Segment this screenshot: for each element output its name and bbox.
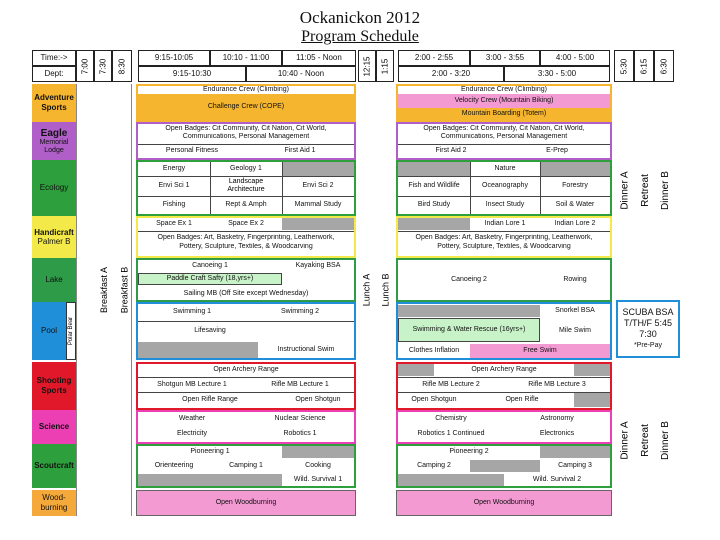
am-scout-empty-slot-2 xyxy=(138,474,282,486)
pm-mile-swim: Mile Swim xyxy=(559,327,591,334)
am-open-badges-cit-1: Open Badges: Cit Community, Cit Nation, Cit World, xyxy=(165,125,327,132)
dept-woodburning: Wood-burning xyxy=(32,490,76,516)
am-rifle-lecture-1: Rifle MB Lecture 1 xyxy=(271,381,329,388)
pm-open-badges-cit-2: Communications, Personal Management xyxy=(440,133,568,140)
pm-endurance-crew: Endurance Crew (Climbing) xyxy=(461,86,547,93)
dept-pool: Pool xyxy=(32,302,66,360)
schedule-subtitle: Program Schedule xyxy=(301,28,419,45)
dinner-b-top: Dinner B xyxy=(659,170,671,210)
pm-electronics: Electronics xyxy=(539,430,575,437)
pm-rowing: Rowing xyxy=(563,276,587,283)
am-handicraft-empty-slot xyxy=(282,218,354,230)
am-sailing-mb: Sailing MB (Off Site except Wednesday) xyxy=(183,290,309,297)
dept-palmer-b-label: Palmer B xyxy=(37,237,71,246)
dept-label: Dept: xyxy=(32,66,76,82)
am-energy: Energy xyxy=(162,165,186,172)
time-700: 7:00 xyxy=(76,50,94,82)
pm-mountain-boarding: Mountain Boarding (Totem) xyxy=(398,108,610,120)
pm-canoeing-2: Canoeing 2 xyxy=(451,276,487,283)
am-envi-sci-2: Envi Sci 2 xyxy=(302,182,334,189)
dinner-a-bottom: Dinner A xyxy=(619,420,631,460)
am-weather: Weather xyxy=(178,415,206,422)
pm-scout-empty-slot-1 xyxy=(540,446,610,458)
am-nuclear-science: Nuclear Science xyxy=(274,415,326,422)
am-first-aid-1: First Aid 1 xyxy=(284,147,316,154)
am-open-badges-cit-2: Communications, Personal Management xyxy=(182,133,310,140)
pm-swim-water-rescue: Swimming & Water Rescue (16yrs+) xyxy=(398,318,540,342)
pm-pool-empty-slot xyxy=(398,305,540,317)
pm-indian-lore-1: Indian Lore 1 xyxy=(484,220,526,227)
pm-eco-vline1 xyxy=(470,162,471,214)
dept-adventure-sports: Adventure Sports xyxy=(32,84,76,122)
time-label: Time:-> xyxy=(32,50,76,66)
pm-insect-study: Insect Study xyxy=(485,201,525,208)
time-530: 5:30 xyxy=(614,50,634,82)
am-challenge-crew: Challenge Crew (COPE) xyxy=(138,94,354,120)
pm-chemistry: Chemistry xyxy=(435,415,467,422)
pm-scout-empty-slot-2 xyxy=(470,460,540,472)
dept-ecology: Ecology xyxy=(32,160,76,216)
am-instructional-swim: Instructional Swim xyxy=(277,346,335,353)
time-615: 6:15 xyxy=(634,50,654,82)
dept-lake: Lake xyxy=(32,258,76,302)
pm-handicraft-divider xyxy=(398,231,610,232)
time-400-500: 4:00 - 5:00 xyxy=(540,50,610,66)
time-915-1005: 9:15-10:05 xyxy=(138,50,210,66)
am-eco-vline1 xyxy=(210,162,211,214)
pm-indian-lore-2: Indian Lore 2 xyxy=(554,220,596,227)
schedule-title: Ockanickon 2012 xyxy=(299,8,421,27)
am-open-shotgun: Open Shotgun xyxy=(295,396,341,403)
am-open-badges-art-1: Open Badges: Art, Basketry, Fingerprinting, Leatherwork, xyxy=(157,234,335,241)
am-canoeing-1: Canoeing 1 xyxy=(192,262,228,269)
am-landscape-architecture xyxy=(210,177,282,195)
pm-open-badges-art-1: Open Badges: Art, Basketry, Fingerprinting, Leatherwork, xyxy=(415,234,593,241)
time-830: 8:30 xyxy=(112,50,132,82)
time-915-1030: 9:15-10:30 xyxy=(138,66,246,82)
pm-eco-line1 xyxy=(398,176,610,177)
pm-eco-empty-slot-1 xyxy=(398,162,470,176)
pm-snorkel-bsa: Snorkel BSA xyxy=(555,307,595,314)
am-envi-sci-1: Envi Sci 1 xyxy=(158,182,190,189)
am-personal-fitness: Personal Fitness xyxy=(165,147,219,154)
pm-robotics-1-continued: Robotics 1 Continued xyxy=(417,430,485,437)
pm-forestry: Forestry xyxy=(562,182,588,189)
pm-pioneering-2: Pioneering 2 xyxy=(449,448,489,455)
am-pool-divider xyxy=(138,321,354,322)
am-open-woodburning: Open Woodburning xyxy=(136,490,356,516)
dept-handicraft-label: Handicraft xyxy=(34,228,74,237)
breakfast-a-label: Breakfast A xyxy=(99,266,109,314)
am-rept-amph: Rept & Amph xyxy=(225,201,267,208)
pm-camping-3: Camping 3 xyxy=(558,462,592,469)
time-730: 7:30 xyxy=(94,50,112,82)
pm-open-badges-art-2: Pottery, Sculpture, Textiles, & Woodcarving xyxy=(437,243,571,250)
scuba-bsa-box xyxy=(616,300,680,358)
am-robotics-1: Robotics 1 xyxy=(283,430,317,437)
pm-eco-line2 xyxy=(398,196,610,197)
pm-clothes-inflation: Clothes Inflation xyxy=(408,347,460,354)
pm-fish-wildlife: Fish and Wildlife xyxy=(408,182,460,189)
breakfast-b-label: Breakfast B xyxy=(119,266,129,314)
am-open-rifle-range: Open Rifle Range xyxy=(182,396,238,403)
dinner-b-bottom: Dinner B xyxy=(659,420,671,460)
am-ecology-empty-slot xyxy=(282,162,354,176)
am-geology-1: Geology 1 xyxy=(230,165,262,172)
am-pool-empty-slot xyxy=(138,342,258,358)
am-shotgun-lecture: Shotgun MB Lecture 1 xyxy=(157,381,227,388)
am-electricity: Electricity xyxy=(177,430,207,437)
dept-polar-bear: Polar Bear xyxy=(66,302,76,360)
pm-eco-empty-slot-2 xyxy=(540,162,610,176)
am-open-badges-art-2: Pottery, Sculpture, Textiles, & Woodcarving xyxy=(179,243,313,250)
pm-oceanography: Oceanography xyxy=(482,182,528,189)
am-cooking: Cooking xyxy=(305,462,331,469)
pm-wild-survival-2: Wild. Survival 2 xyxy=(532,476,582,483)
pm-open-badges-cit-1: Open Badges: Cit Community, Cit Nation, Cit World, xyxy=(423,125,585,132)
pm-rifle-lecture-3: Rifle MB Lecture 3 xyxy=(528,381,586,388)
pm-scout-empty-slot-3 xyxy=(398,474,504,486)
am-wild-survival-1: Wild. Survival 1 xyxy=(293,476,343,483)
scuba-line1: SCUBA BSA xyxy=(622,307,674,317)
am-eco-vline2 xyxy=(282,162,283,214)
am-pioneering-1: Pioneering 1 xyxy=(190,448,230,455)
am-kayaking-bsa: Kayaking BSA xyxy=(295,262,341,269)
time-115: 1:15 xyxy=(376,50,394,82)
pm-open-woodburning: Open Woodburning xyxy=(396,490,612,516)
pm-astronomy: Astronomy xyxy=(540,415,574,422)
dinner-a-top: Dinner A xyxy=(619,170,631,210)
scuba-line2: T/TH/F 5:45 xyxy=(623,318,672,328)
pm-bird-study: Bird Study xyxy=(417,201,451,208)
am-handicraft-divider xyxy=(138,231,354,232)
am-space-ex-1: Space Ex 1 xyxy=(156,220,192,227)
time-1105-noon: 11:05 - Noon xyxy=(282,50,356,66)
dept-scoutcraft: Scoutcraft xyxy=(32,444,76,488)
pm-shoot-empty-slot-1 xyxy=(398,364,434,376)
am-endurance-crew: Endurance Crew (Climbing) xyxy=(203,86,289,93)
am-open-archery: Open Archery Range xyxy=(213,366,279,373)
retreat-bottom: Retreat xyxy=(639,423,651,457)
pm-free-swim: Free Swim xyxy=(470,344,610,358)
pm-shoot-empty-slot-2 xyxy=(574,364,610,376)
pm-camping-2: Camping 2 xyxy=(417,462,451,469)
scuba-line3: 7:30 xyxy=(639,329,657,339)
am-orienteering: Orienteering xyxy=(154,462,194,469)
dept-eagle-label: Eagle xyxy=(40,127,68,139)
lunch-a-label: Lunch A xyxy=(361,273,371,307)
am-eco-line1 xyxy=(138,176,354,177)
am-camping-1: Camping 1 xyxy=(229,462,263,469)
pm-open-archery: Open Archery Range xyxy=(471,366,537,373)
pm-e-prep: E-Prep xyxy=(546,147,568,154)
am-space-ex-2: Space Ex 2 xyxy=(228,220,264,227)
scuba-line4: *Pre-Pay xyxy=(633,342,662,349)
pm-velocity-crew: Velocity Crew (Mountain Biking) xyxy=(398,94,610,108)
dept-memorial-lodge-label: Memorial Lodge xyxy=(39,138,69,154)
am-swimming-2: Swimming 2 xyxy=(280,308,320,315)
pm-nature: Nature xyxy=(494,165,516,172)
pm-handicraft-empty-slot xyxy=(398,218,470,230)
time-1040-noon: 10:40 - Noon xyxy=(246,66,356,82)
pm-open-shotgun: Open Shotgun xyxy=(411,396,457,403)
am-landscape-line2: Architecture xyxy=(227,186,265,193)
am-mammal-study: Mammal Study xyxy=(294,201,342,208)
time-330-500: 3:30 - 5:00 xyxy=(504,66,610,82)
pm-open-rifle: Open Rifle xyxy=(505,396,539,403)
pm-eco-vline2 xyxy=(540,162,541,214)
time-630: 6:30 xyxy=(654,50,674,82)
time-200-320: 2:00 - 3:20 xyxy=(398,66,504,82)
dept-eagle xyxy=(32,122,76,160)
pm-rifle-lecture-2: Rifle MB Lecture 2 xyxy=(422,381,480,388)
am-scout-empty-slot-1 xyxy=(282,446,354,458)
lunch-b-label: Lunch B xyxy=(381,273,391,307)
am-eco-line2 xyxy=(138,196,354,197)
dept-shooting-sports: Shooting Sports xyxy=(32,362,76,410)
am-fishing: Fishing xyxy=(162,201,186,208)
pm-soil-water: Soil & Water xyxy=(555,201,595,208)
dept-science: Science xyxy=(32,410,76,444)
retreat-top: Retreat xyxy=(639,173,651,207)
time-300-355: 3:00 - 3:55 xyxy=(470,50,540,66)
dept-handicraft xyxy=(32,216,76,258)
am-swimming-1: Swimming 1 xyxy=(172,308,212,315)
time-200-255: 2:00 - 2:55 xyxy=(398,50,470,66)
pm-shoot-empty-slot-3 xyxy=(574,393,610,407)
time-1215: 12:15 xyxy=(358,50,376,82)
time-1010-1100: 10:10 - 11:00 xyxy=(210,50,282,66)
am-landscape-line1: Landscape xyxy=(228,178,264,185)
pm-first-aid-2: First Aid 2 xyxy=(435,147,467,154)
am-paddle-craft: Paddle Craft Safty (18,yrs+) xyxy=(138,273,282,285)
am-lifesaving: Lifesaving xyxy=(194,327,226,334)
